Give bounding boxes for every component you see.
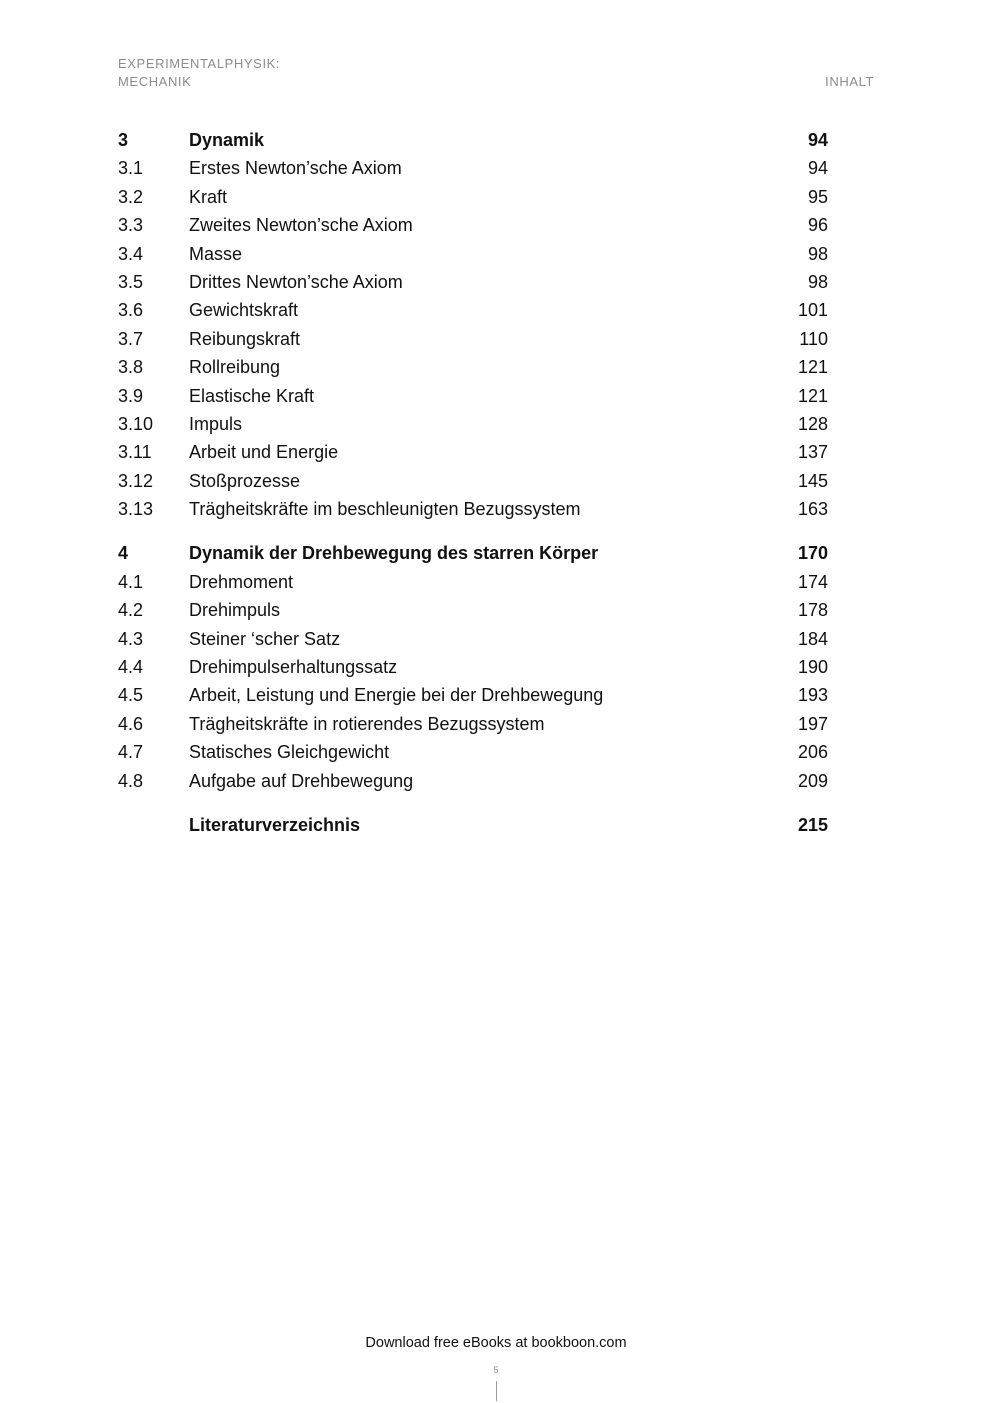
section-number: 3.9 bbox=[118, 385, 144, 406]
section-number: 3.4 bbox=[118, 243, 144, 264]
page-number-rule bbox=[496, 1381, 497, 1401]
toc-entry[interactable] bbox=[118, 353, 828, 381]
section-page: 197 bbox=[797, 713, 828, 734]
section-number: 4.2 bbox=[118, 600, 144, 621]
toc-entry[interactable] bbox=[118, 211, 828, 239]
section-title: Stoßprozesse bbox=[189, 470, 301, 491]
toc-chapter-heading[interactable] bbox=[118, 126, 828, 154]
section-page: 95 bbox=[807, 186, 828, 207]
toc-bibliography bbox=[118, 811, 828, 839]
toc-entry[interactable] bbox=[118, 154, 828, 182]
page-number: 5 bbox=[493, 1365, 499, 1375]
section-number: 4.3 bbox=[118, 628, 144, 649]
section-title: Drehimpulserhaltungssatz bbox=[189, 657, 398, 678]
book-title-line2: MECHANIK bbox=[118, 74, 192, 89]
section-number: 4.4 bbox=[118, 657, 144, 678]
section-number: 3.13 bbox=[118, 499, 154, 520]
bibliography-page: 215 bbox=[797, 814, 828, 835]
toc-entry[interactable] bbox=[118, 710, 828, 738]
toc-entry[interactable] bbox=[118, 596, 828, 624]
section-title: Masse bbox=[189, 243, 243, 264]
section-title: Arbeit, Leistung und Energie bei der Drehbewegung bbox=[189, 685, 604, 706]
section-page: 178 bbox=[797, 600, 828, 621]
toc-entry[interactable] bbox=[118, 738, 828, 766]
section-title: Erstes Newton’sche Axiom bbox=[189, 158, 402, 179]
section-title: Arbeit und Energie bbox=[189, 442, 339, 463]
bibliography-title: Literaturverzeichnis bbox=[189, 814, 361, 835]
toc-entry[interactable] bbox=[118, 296, 828, 324]
toc-entry[interactable] bbox=[118, 410, 828, 438]
toc-entry[interactable] bbox=[118, 681, 828, 709]
section-title: Zweites Newton’sche Axiom bbox=[189, 215, 413, 236]
section-title: Drittes Newton’sche Axiom bbox=[189, 271, 403, 292]
toc-entry[interactable] bbox=[118, 767, 828, 795]
chapter-page: 94 bbox=[807, 130, 828, 150]
section-number: 3.6 bbox=[118, 300, 144, 321]
section-title: Kraft bbox=[189, 186, 228, 207]
toc-entry[interactable] bbox=[118, 568, 828, 596]
toc-entry[interactable] bbox=[118, 653, 828, 681]
section-page: 209 bbox=[797, 770, 828, 791]
section-page: 96 bbox=[807, 215, 828, 236]
section-page: 101 bbox=[797, 300, 828, 321]
section-page: 174 bbox=[797, 571, 828, 592]
section-title: Elastische Kraft bbox=[189, 385, 315, 406]
section-page: 121 bbox=[797, 385, 828, 406]
section-number: 4.1 bbox=[118, 571, 144, 592]
table-of-contents bbox=[118, 126, 828, 855]
section-page: 110 bbox=[799, 328, 828, 349]
running-head-left bbox=[118, 55, 280, 91]
toc-entry[interactable] bbox=[118, 467, 828, 495]
toc-chapter-4 bbox=[118, 539, 828, 795]
section-number: 3.2 bbox=[118, 186, 144, 207]
section-page: 98 bbox=[807, 271, 828, 292]
toc-entry[interactable] bbox=[118, 382, 828, 410]
toc-entry[interactable] bbox=[118, 438, 828, 466]
section-number: 3.1 bbox=[118, 158, 144, 179]
section-number: 4.5 bbox=[118, 685, 144, 706]
section-page: 137 bbox=[797, 442, 828, 463]
section-title: Steiner ‘scher Satz bbox=[189, 628, 341, 649]
toc-bibliography-entry[interactable] bbox=[118, 811, 828, 839]
chapter-title: Dynamik bbox=[189, 130, 265, 150]
chapter-number: 3 bbox=[118, 130, 129, 150]
download-footer-link[interactable]: Download free eBooks at bookboon.com bbox=[365, 1335, 627, 1351]
section-page: 128 bbox=[797, 413, 828, 434]
section-number: 3.12 bbox=[118, 470, 154, 491]
section-page: 184 bbox=[797, 628, 828, 649]
section-title: Rollreibung bbox=[189, 357, 281, 378]
section-title: Drehmoment bbox=[189, 571, 294, 592]
section-title: Drehimpuls bbox=[189, 600, 281, 621]
section-number: 3.10 bbox=[118, 413, 154, 434]
toc-entry[interactable] bbox=[118, 625, 828, 653]
section-number: 3.8 bbox=[118, 357, 144, 378]
section-page: 98 bbox=[807, 243, 828, 264]
section-title: Statisches Gleichgewicht bbox=[189, 742, 390, 763]
toc-chapter-heading[interactable] bbox=[118, 539, 828, 567]
book-title-line1: EXPERIMENTALPHYSIK: bbox=[118, 56, 281, 71]
toc-entry[interactable] bbox=[118, 268, 828, 296]
toc-entry[interactable] bbox=[118, 495, 828, 523]
chapter-page: 170 bbox=[797, 543, 828, 564]
running-head-right: INHALT bbox=[825, 74, 874, 89]
section-number: 4.8 bbox=[118, 770, 144, 791]
section-number: 3.11 bbox=[118, 442, 152, 463]
section-page: 94 bbox=[807, 158, 828, 179]
section-page: 145 bbox=[797, 470, 828, 491]
section-page: 190 bbox=[797, 657, 828, 678]
section-number: 3.7 bbox=[118, 328, 144, 349]
section-page: 163 bbox=[797, 499, 828, 520]
section-title: Trägheitskräfte im beschleunigten Bezugssystem bbox=[189, 499, 581, 520]
chapter-title: Dynamik der Drehbewegung des starren Körper bbox=[189, 543, 599, 564]
toc-entry[interactable] bbox=[118, 325, 828, 353]
section-title: Impuls bbox=[189, 413, 243, 434]
section-title: Trägheitskräfte in rotierendes Bezugssystem bbox=[189, 713, 545, 734]
section-page: 121 bbox=[797, 357, 828, 378]
toc-entry[interactable] bbox=[118, 240, 828, 268]
toc-chapter-3 bbox=[118, 126, 828, 523]
chapter-number: 4 bbox=[118, 543, 129, 564]
section-title: Gewichtskraft bbox=[189, 300, 299, 321]
section-number: 3.3 bbox=[118, 215, 144, 236]
section-title: Reibungskraft bbox=[189, 328, 301, 349]
section-page: 206 bbox=[797, 742, 828, 763]
section-number: 3.5 bbox=[118, 271, 144, 292]
section-title: Aufgabe auf Drehbewegung bbox=[189, 770, 414, 791]
section-number: 4.6 bbox=[118, 713, 144, 734]
section-page: 193 bbox=[797, 685, 828, 706]
toc-entry[interactable] bbox=[118, 183, 828, 211]
section-number: 4.7 bbox=[118, 742, 144, 763]
